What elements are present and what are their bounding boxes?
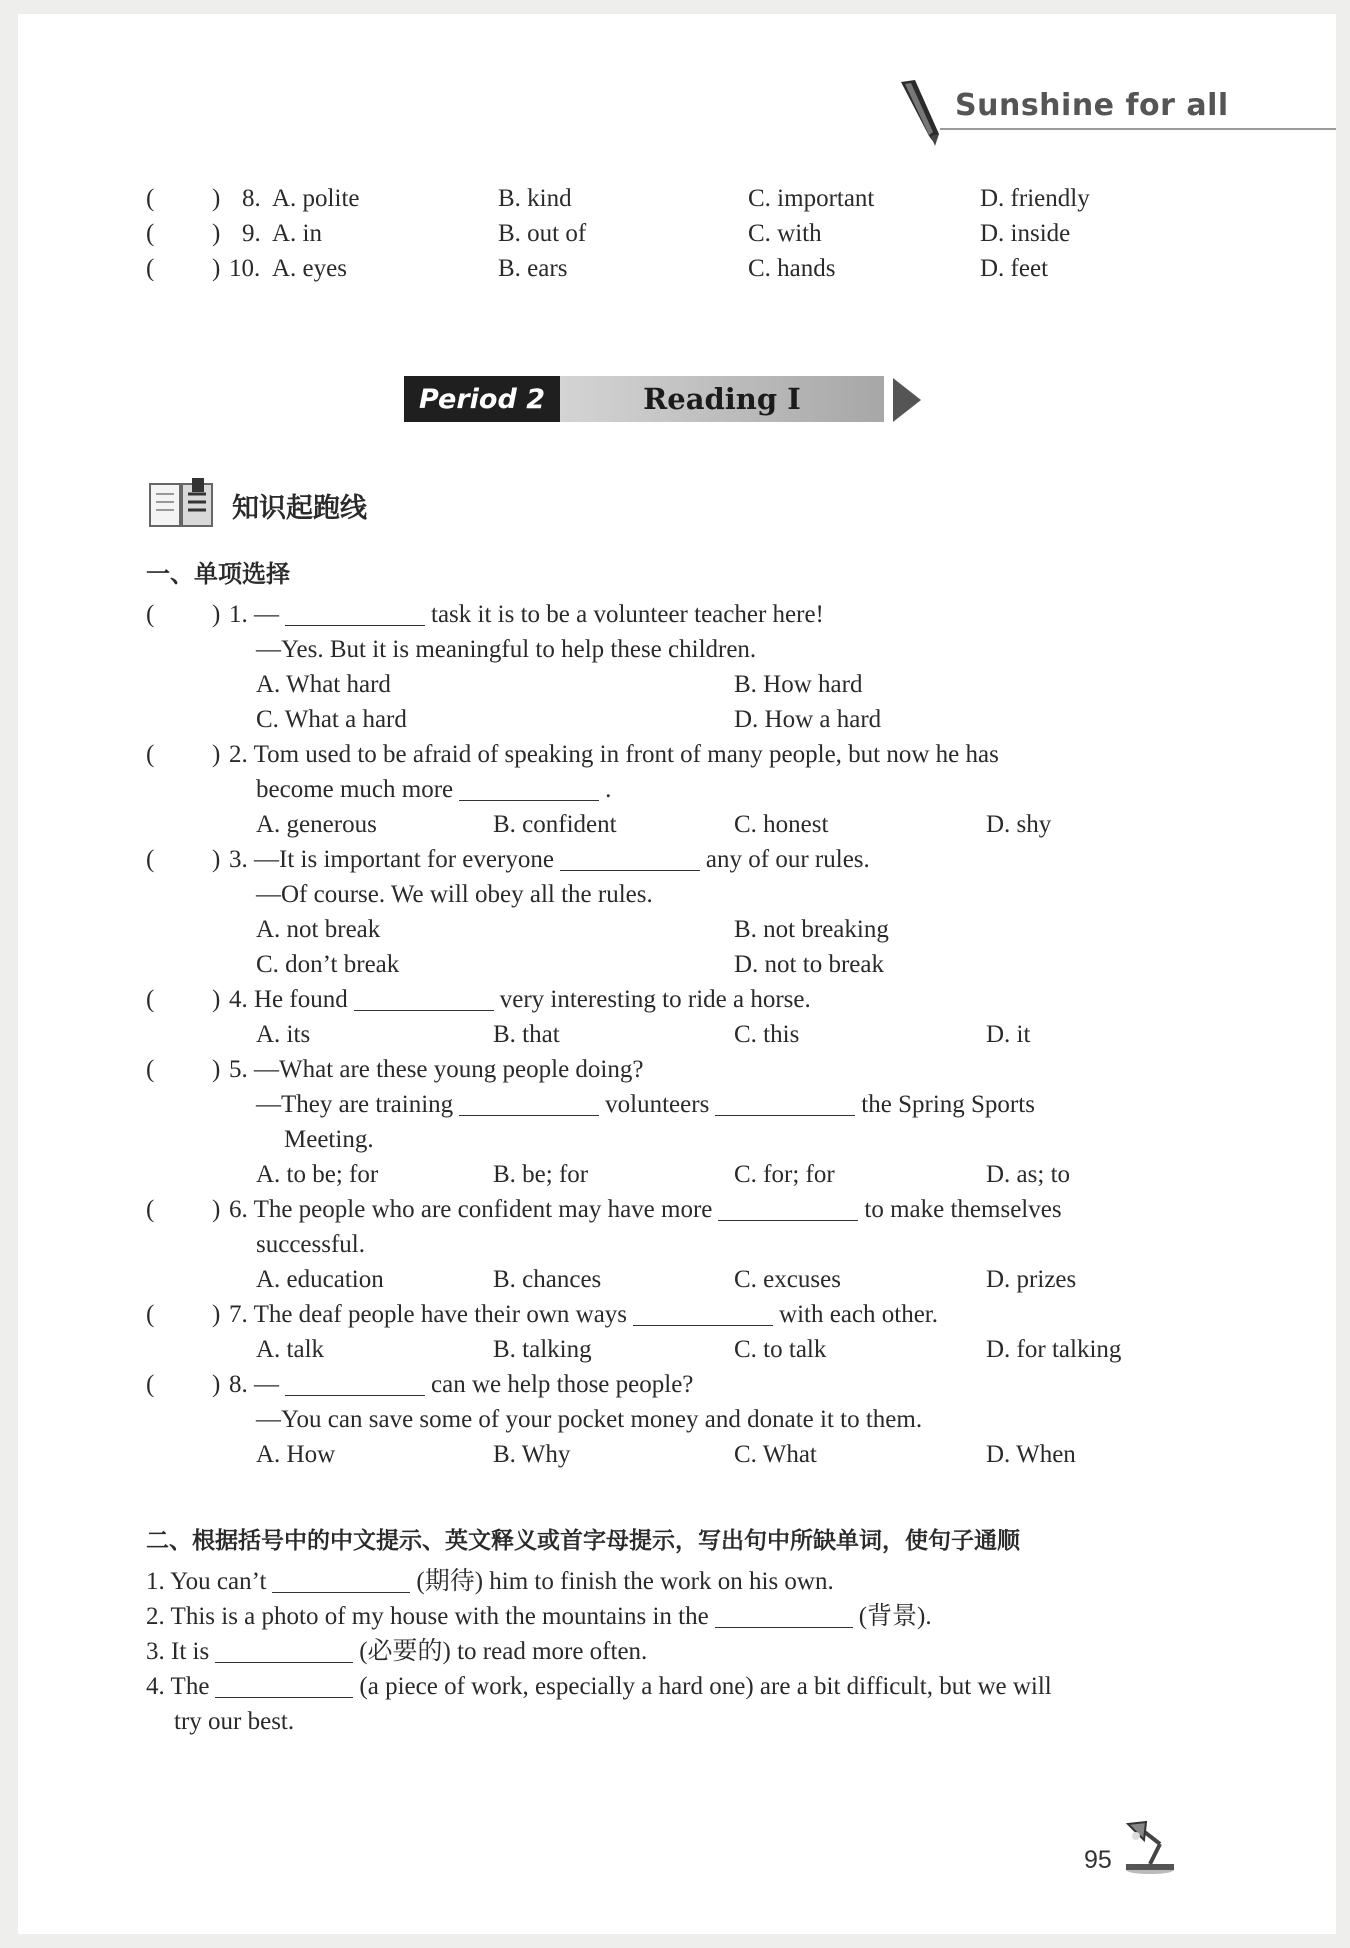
- answer-paren-close: ): [212, 255, 221, 282]
- answer-paren: (: [146, 185, 155, 212]
- option-c: C. hands: [748, 255, 836, 282]
- answer-paren: (: [146, 1301, 155, 1328]
- option-a: A. eyes: [272, 255, 347, 282]
- question-stem: [229, 1193, 1062, 1227]
- answer-paren: (: [146, 255, 155, 282]
- answer-blank[interactable]: [285, 1369, 425, 1396]
- stem-line1: Tom used to be afraid of speaking in front of many people, but now he has: [253, 741, 999, 768]
- answer-blank[interactable]: [718, 1194, 858, 1221]
- reply-part4: Meeting.: [284, 1126, 374, 1153]
- option-a: A. polite: [272, 185, 360, 212]
- question-stem: [229, 598, 824, 632]
- option-d: D. not to break: [734, 951, 884, 978]
- option-d: D. How a hard: [734, 706, 882, 733]
- option-b: B. talking: [493, 1336, 592, 1363]
- question-number: 10.: [229, 255, 261, 282]
- answer-paren-close: ): [212, 220, 221, 247]
- stem-before: The people who are confident may have more: [253, 1196, 713, 1223]
- stem-after: task it is to be a volunteer teacher here!: [431, 601, 824, 628]
- question-number: 1.: [229, 601, 248, 628]
- option-d: D. feet: [980, 255, 1049, 282]
- option-a: A. generous: [256, 811, 377, 838]
- answer-blank[interactable]: [633, 1299, 773, 1326]
- stem-after: can we help those people?: [431, 1371, 694, 1398]
- sentence-after: (a piece of work, especially a hard one) are a bit difficult, but we will: [359, 1673, 1052, 1700]
- option-b: B. that: [493, 1021, 560, 1048]
- sentence-after: (期待) him to finish the work on his own.: [416, 1568, 834, 1595]
- stem-after: any of our rules.: [705, 846, 870, 873]
- question-stem: [229, 1368, 693, 1402]
- answer-blank[interactable]: [215, 1671, 353, 1698]
- option-d: D. shy: [986, 811, 1052, 838]
- option-a: A. in: [272, 220, 322, 247]
- stem-after: to make themselves: [864, 1196, 1062, 1223]
- option-b: B. confident: [493, 811, 617, 838]
- option-b: B. How hard: [734, 671, 863, 698]
- option-b: B. out of: [498, 220, 587, 247]
- fill-sentence-1: [146, 1565, 834, 1599]
- answer-blank[interactable]: [272, 1566, 410, 1593]
- reply-part3: the Spring Sports: [861, 1091, 1035, 1118]
- option-b: B. not breaking: [734, 916, 889, 943]
- option-a: A. What hard: [256, 671, 391, 698]
- question-stem: [229, 983, 811, 1017]
- answer-paren: (: [146, 220, 155, 247]
- period-title: Reading I: [560, 376, 884, 422]
- pen-icon: [895, 78, 945, 153]
- dialogue-reply: —Of course. We will obey all the rules.: [256, 881, 653, 908]
- fill-sentence-2: [146, 1600, 932, 1634]
- sentence-before: 3. It is: [146, 1638, 210, 1665]
- answer-paren-close: ): [212, 185, 221, 212]
- open-book-icon: [148, 478, 214, 535]
- option-c: C. important: [748, 185, 875, 212]
- sentence-after: (必要的) to read more often.: [359, 1638, 648, 1665]
- answer-paren: (: [146, 1196, 155, 1223]
- answer-blank[interactable]: [715, 1601, 853, 1628]
- desk-lamp-icon: [1120, 1818, 1178, 1881]
- sentence-after: (背景).: [858, 1603, 932, 1630]
- answer-paren: (: [146, 1371, 155, 1398]
- option-a: A. not break: [256, 916, 381, 943]
- header-rule: [940, 128, 1336, 130]
- option-a: A. How: [256, 1441, 336, 1468]
- reply-part2: volunteers: [605, 1091, 710, 1118]
- option-c: C. with: [748, 220, 822, 247]
- answer-paren: (: [146, 1056, 155, 1083]
- stem-before: —: [254, 1371, 279, 1398]
- option-a: A. talk: [256, 1336, 325, 1363]
- option-c: C. for; for: [734, 1161, 835, 1188]
- option-d: D. for talking: [986, 1336, 1122, 1363]
- question-number: 7.: [229, 1301, 248, 1328]
- stem-before: The deaf people have their own ways: [253, 1301, 628, 1328]
- section-title: 知识起跑线: [232, 493, 367, 524]
- answer-paren-close: ): [212, 741, 221, 768]
- question-number: 8.: [229, 1371, 248, 1398]
- answer-paren: (: [146, 601, 155, 628]
- sentence-before: 1. You can’t: [146, 1568, 267, 1595]
- option-d: D. inside: [980, 220, 1071, 247]
- option-c: C. don’t break: [256, 951, 400, 978]
- page-number: 95: [1084, 1846, 1112, 1874]
- option-b: B. ears: [498, 255, 568, 282]
- question-number: 2.: [229, 741, 248, 768]
- stem-before: —It is important for everyone: [254, 846, 554, 873]
- answer-paren-close: ): [212, 846, 221, 873]
- answer-paren: (: [146, 741, 155, 768]
- option-c: C. honest: [734, 811, 829, 838]
- option-c: C. excuses: [734, 1266, 841, 1293]
- option-c: C. this: [734, 1021, 800, 1048]
- period-label: Period 2: [404, 376, 560, 422]
- answer-paren: (: [146, 846, 155, 873]
- option-a: A. its: [256, 1021, 311, 1048]
- stem-before: He found: [254, 986, 348, 1013]
- option-c: C. to talk: [734, 1336, 827, 1363]
- option-b: B. chances: [493, 1266, 602, 1293]
- answer-blank[interactable]: [560, 844, 700, 871]
- answer-blank[interactable]: [459, 1089, 599, 1116]
- play-arrow-icon: [893, 378, 921, 422]
- sentence-before: 2. This is a photo of my house with the mountains in the: [146, 1603, 709, 1630]
- answer-paren-close: ): [212, 601, 221, 628]
- question-number: 5.: [229, 1056, 248, 1083]
- stem-after: with each other.: [779, 1301, 939, 1328]
- option-b: B. Why: [493, 1441, 571, 1468]
- question-stem: [229, 1053, 643, 1087]
- stem-before: —: [254, 601, 279, 628]
- option-d: D. prizes: [986, 1266, 1077, 1293]
- answer-paren-close: ): [212, 1056, 221, 1083]
- stem-line2: become much more: [256, 776, 454, 803]
- question-stem: [229, 1298, 938, 1332]
- reply-part1: —They are training: [256, 1091, 454, 1118]
- option-a: A. to be; for: [256, 1161, 379, 1188]
- answer-blank[interactable]: [285, 599, 425, 626]
- stem-line2: successful.: [256, 1231, 365, 1258]
- stem-end: .: [605, 776, 612, 803]
- dialogue-reply: —Yes. But it is meaningful to help these children.: [256, 636, 757, 663]
- question-number: 9.: [242, 220, 261, 247]
- option-b: B. kind: [498, 185, 572, 212]
- option-c: C. What: [734, 1441, 817, 1468]
- option-d: D. When: [986, 1441, 1076, 1468]
- option-d: D. friendly: [980, 185, 1090, 212]
- dialogue-reply: [256, 1088, 1035, 1122]
- answer-blank[interactable]: [459, 774, 599, 801]
- stem-line1: —What are these young people doing?: [254, 1056, 644, 1083]
- question-stem: [229, 843, 870, 877]
- option-b: B. be; for: [493, 1161, 589, 1188]
- answer-paren-close: ): [212, 1371, 221, 1398]
- stem-after: very interesting to ride a horse.: [499, 986, 811, 1013]
- option-a: A. education: [256, 1266, 384, 1293]
- question-number: 4.: [229, 986, 248, 1013]
- option-d: D. as; to: [986, 1161, 1071, 1188]
- answer-paren-close: ): [212, 1196, 221, 1223]
- question-number: 6.: [229, 1196, 248, 1223]
- option-d: D. it: [986, 1021, 1031, 1048]
- fill-sentence-4: [146, 1670, 1052, 1704]
- answer-paren-close: ): [212, 986, 221, 1013]
- answer-blank[interactable]: [354, 984, 494, 1011]
- answer-blank[interactable]: [215, 1636, 353, 1663]
- dialogue-reply: —You can save some of your pocket money and donate it to them.: [256, 1406, 923, 1433]
- question-number: 8.: [242, 185, 261, 212]
- question-number: 3.: [229, 846, 248, 873]
- option-c: C. What a hard: [256, 706, 407, 733]
- question-stem: [229, 738, 999, 772]
- fill-sentence-4-line2: try our best.: [174, 1708, 295, 1735]
- part2-heading: 二、根据括号中的中文提示、英文释义或首字母提示，写出句中所缺单词，使句子通顺: [146, 1528, 1020, 1554]
- answer-paren: (: [146, 986, 155, 1013]
- fill-sentence-3: [146, 1635, 647, 1669]
- question-stem-line2: [256, 773, 611, 807]
- sentence-before: 4. The: [146, 1673, 210, 1700]
- answer-blank[interactable]: [715, 1089, 855, 1116]
- brand-title: Sunshine for all: [955, 88, 1229, 123]
- part1-heading: 一、单项选择: [146, 560, 290, 588]
- answer-paren-close: ): [212, 1301, 221, 1328]
